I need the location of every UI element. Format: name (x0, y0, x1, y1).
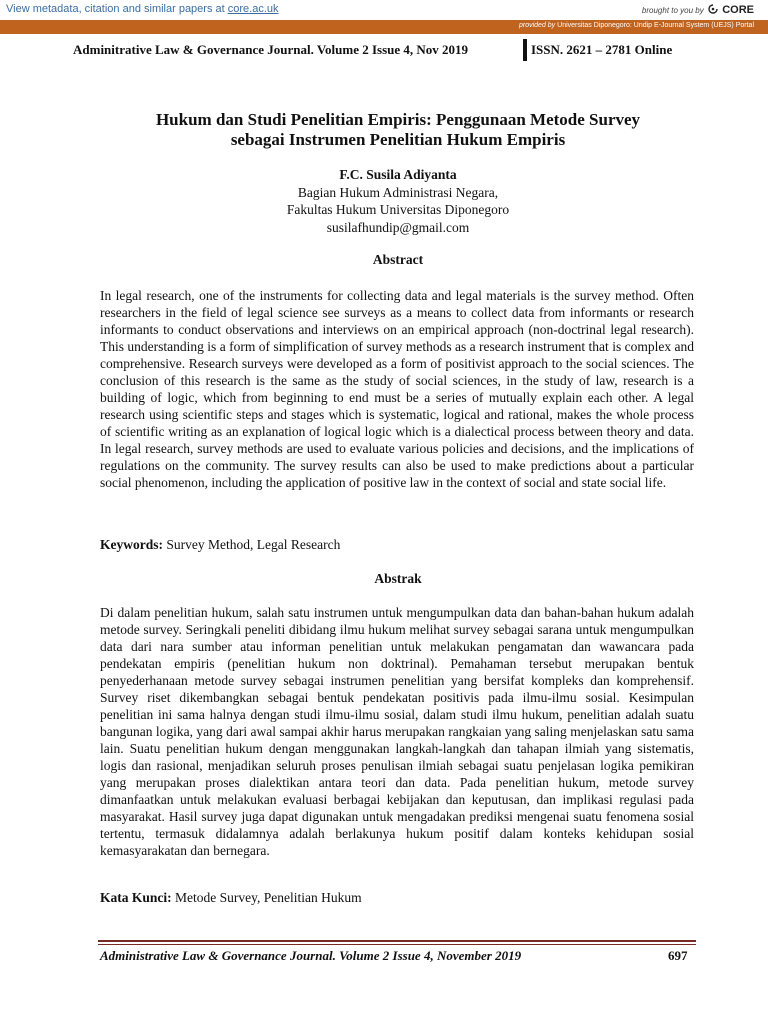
author-email: susilafhundip@gmail.com (326, 219, 470, 235)
journal-header-title: Adminitrative Law & Governance Journal. Volume 2 Issue 4, Nov 2019 (73, 42, 469, 57)
core-logo-icon (708, 4, 718, 15)
provided-by (519, 22, 754, 29)
keywords-line (100, 537, 694, 553)
article-title-line-1: Hukum dan Studi Penelitian Empiris: Penggunaan Metode Survey (155, 110, 641, 129)
author-block (100, 166, 696, 236)
provided-by-bar (0, 20, 768, 34)
core-metadata-notice (6, 3, 279, 15)
journal-issn: ISSN. 2621 – 2781 Online (531, 42, 673, 57)
keywords-label: Keywords: (100, 537, 163, 552)
abstrak-text: Di dalam penelitian hukum, salah satu instrumen untuk mengumpulkan data dan bahan-bahan hukum adalah metode survey. Seringkali peneliti dibidang ilmu hukum melihat survey sebagai sarana untuk mengumpulkan data dari nara sumber atau informan penelitian untuk melakukan pengamatan dan wawancara pada pendekatan empiris (penelitian hukum non doktrinal). Pemahaman tersebut merupakan bentuk penyederhanaan metode survey sebagai instrumen penelitian yang bersifat kompleks dan komprehensif. Survey riset dikembangkan sebagai bentuk pendekatan positivis pada ilmu-ilmu sosial. Kesimpulan penelitian ini sama halnya dengan studi ilmu-ilmu sosial, dalam studi ilmu hukum, penelitian adalah suatu bangunan logika, yang dari awal sampai akhir harus merupakan rangkaian yang saling menjelaskan satu sama lain. Suatu penelitian hukum dengan menggunakan langkah-langkah dan tahapan ilmiah yang sistematis, logis dan rasional, menjadikan seluruh proses penulisan ilmiah sebagai suatu penjelasan logika pemikiran yang merupakan proses dialektikan antara teori dan data. Pada penelitian hukum, metode survey dimanfaatkan untuk melakukan evaluasi berbagai kebijakan dan keputusan, dan implikasi regulasi pada masyarakat. Hasil survey juga dapat digunakan untuk mengadakan prediksi mengenai suatu fenomena sosial tertentu, termasuk didalamnya adalah berlakunya hukum positif dalam konteks kehidupan sosial kemasyarakatan dan bernegara. (100, 605, 694, 858)
abstrak-heading: Abstrak (374, 571, 422, 586)
header-separator (523, 39, 527, 61)
core-banner (0, 0, 768, 21)
author-affiliation-2: Fakultas Hukum Universitas Diponegoro (286, 202, 510, 217)
footer-rule-thin (98, 944, 696, 945)
provided-by-source[interactable]: Universitas Diponegoro: Undip E-Journal System (UEJS) Portal (557, 22, 754, 29)
footer-rule-thick (98, 940, 696, 942)
keywords-values: Survey Method, Legal Research (166, 537, 341, 552)
core-metadata-text: View metadata, citation and similar papers at (6, 3, 225, 15)
provided-by-label: provided by (518, 22, 556, 29)
article-title (100, 110, 696, 150)
core-brought-by (642, 4, 754, 16)
abstract-text: In legal research, one of the instruments for collecting data and legal materials is the survey method. Often researchers in the field of legal science see surveys as a means to collect data from informants or research informants to conduct observations and interviews on an empirical approach (non-doctrinal legal research). This understanding is a form of simplification of survey methods as a research instrument that is complex and comprehensive. Research surveys were developed as a form of positivist approach to the social sciences. The conclusion of this research is the same as the study of social sciences, in the study of law, research is a building of logic, which from beginning to end must be a series of mutually explain each other. A legal research using scientific steps and stages which is systematic, logical and rational, makes the whole process of scientific writing as an explanation of logical logic which is a dialectical process between theory and data. In legal research, survey methods are used to evaluate various policies and decisions, and the implications of regulations on the community. The survey results can also be used to make predictions about a particular social phenomenon, including the application of positive law in the context of social and state social life. (100, 288, 694, 490)
author-name: F.C. Susila Adiyanta (339, 167, 457, 182)
article-title-line-2: sebagai Instrumen Penelitian Hukum Empiris (230, 130, 566, 149)
kata-kunci-line (100, 890, 694, 906)
kata-kunci-label: Kata Kunci: (100, 890, 172, 905)
journal-header (0, 42, 768, 62)
abstract-heading: Abstract (372, 252, 424, 267)
page-number: 697 (668, 948, 688, 963)
footer-journal: Administrative Law & Governance Journal. Volume 2 Issue 4, November 2019 (100, 948, 522, 963)
kata-kunci-values: Metode Survey, Penelitian Hukum (175, 890, 362, 905)
core-brought-by-text: brought to you by (641, 6, 704, 15)
core-brand[interactable]: CORE (722, 4, 754, 16)
author-affiliation-1: Bagian Hukum Administrasi Negara, (297, 184, 499, 200)
core-link[interactable]: core.ac.uk (227, 3, 279, 15)
